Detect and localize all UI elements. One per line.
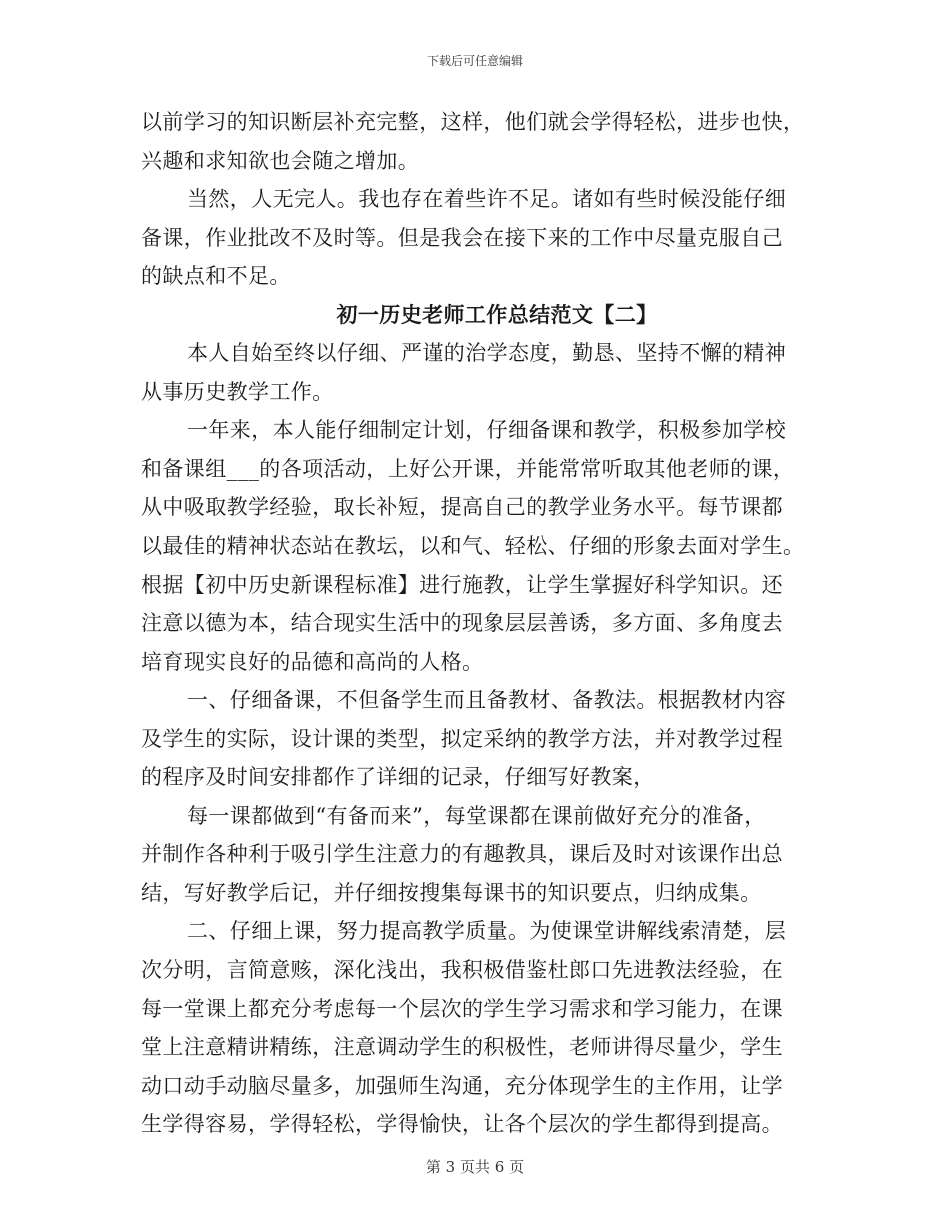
paragraph-line: 的程序及时间安排都作了详细的记录，仔细写好教案， xyxy=(141,765,655,790)
paragraph-line: 备课，作业批改不及时等。但是我会在接下来的工作中尽量克服自己 xyxy=(141,225,783,250)
paragraph-line: 结，写好教学后记，并仔细按搜集每课书的知识要点，归纳成集。 xyxy=(141,880,762,905)
paragraph-line: 并制作各种利于吸引学生注意力的有趣教具，课后及时对该课作出总 xyxy=(141,842,783,867)
paragraph-line: 的缺点和不足。 xyxy=(141,264,291,289)
paragraph-line: 和备课组___的各项活动，上好公开课，并能常常听取其他老师的课， xyxy=(141,456,795,481)
page-header: 下载后可任意编辑 xyxy=(426,54,523,68)
document-body xyxy=(141,103,809,1144)
paragraph-line: 一、仔细备课，不但备学生而且备教材、备教法。根据教材内容 xyxy=(187,688,787,713)
paragraph-line: 堂上注意精讲精练，注意调动学生的积极性，老师讲得尽量少，学生 xyxy=(141,1035,783,1060)
paragraph-line: 一年来，本人能仔细制定计划，仔细备课和教学，积极参加学校 xyxy=(187,418,787,443)
paragraph-line: 从事历史教学工作。 xyxy=(141,379,334,404)
paragraph-line: 每一课都做到“有备而来”，每堂课都在课前做好充分的准备， xyxy=(187,803,766,828)
paragraph-line: 根据【初中历史新课程标准】进行施教，让学生掌握好科学知识。还 xyxy=(141,572,783,597)
paragraph-line: 每一堂课上都充分考虑每一个层次的学生学习需求和学习能力，在课 xyxy=(141,996,783,1021)
paragraph-line: 以最佳的精神状态站在教坛，以和气、轻松、仔细的形象去面对学生。 xyxy=(141,534,805,559)
paragraph-line: 动口动手动脑尽量多，加强师生沟通，充分体现学生的主作用，让学 xyxy=(141,1073,783,1098)
page-footer: 第 3 页共 6 页 xyxy=(425,1158,525,1176)
section-heading: 初一历史老师工作总结范文【二】 xyxy=(336,301,658,327)
paragraph-line: 注意以德为本，结合现实生活中的现象层层善诱，多方面、多角度去 xyxy=(141,611,783,636)
paragraph-line: 生学得容易，学得轻松，学得愉快，让各个层次的学生都得到提高。 xyxy=(141,1112,783,1137)
paragraph-line: 次分明，言简意赅，深化浅出，我积极借鉴杜郎口先进教法经验，在 xyxy=(141,958,783,983)
paragraph-line: 二、仔细上课，努力提高教学质量。为使课堂讲解线索清楚，层 xyxy=(187,919,787,944)
paragraph-line: 本人自始至终以仔细、严谨的治学态度，勤恳、坚持不懈的精神 xyxy=(187,341,787,366)
paragraph-line: 当然，人无完人。我也存在着些许不足。诸如有些时候没能仔细 xyxy=(187,187,787,212)
paragraph-line: 以前学习的知识断层补充完整，这样，他们就会学得轻松，进步也快， xyxy=(141,110,805,134)
paragraph-line: 及学生的实际，设计课的类型，拟定采纳的教学方法，并对教学过程 xyxy=(141,726,783,751)
paragraph-line: 培育现实良好的品德和高尚的人格。 xyxy=(141,649,484,674)
paragraph-line: 兴趣和求知欲也会随之增加。 xyxy=(141,148,420,173)
paragraph-line: 从中吸取教学经验，取长补短，提高自己的教学业务水平。每节课都 xyxy=(141,495,783,520)
